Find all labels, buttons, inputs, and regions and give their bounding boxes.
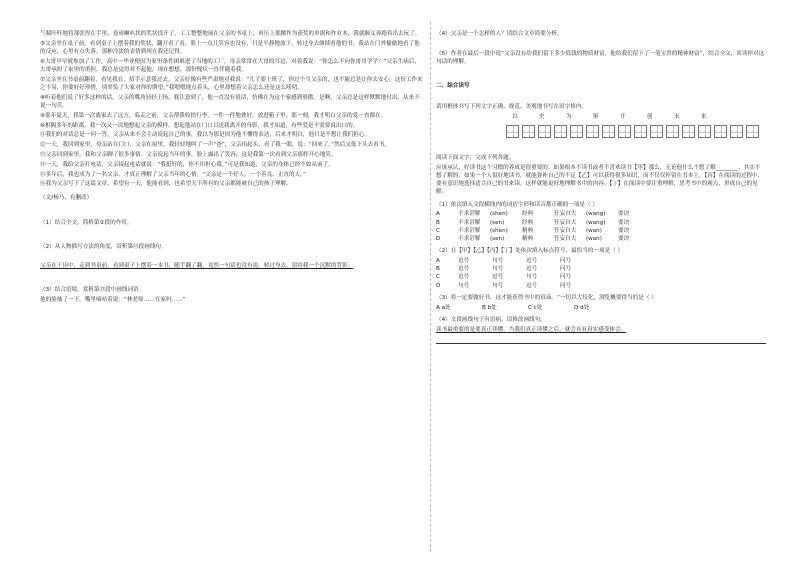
option-key: D [436,236,441,243]
quoted-sentence-3: 他的脸抽了一下，嘴里嘀咕着说：“林老师……在家吗……” [40,296,186,303]
option-word: (shen) [490,227,508,234]
option-row[interactable] [436,235,766,243]
copy-characters [512,113,766,121]
paragraph: ⑧听着他们说了好多这样的话，父亲的嘴角轻轻上扬，我注意到了，他一直没有说话，仿佛在为这个家感到骄傲。是啊，父亲总是这样默默地付出，从来不说一句苦。 [40,94,420,109]
left-column [40,30,424,306]
option-key: A [436,211,440,218]
copy-char: 未 [674,113,680,120]
option-word: 要诀 [618,236,630,243]
option-word: 问号 [560,282,572,289]
paragraph: ⑯我为父亲写下了这篇文章，希望有一天，他能看到，也希望天下所有的父亲都能被自己的孩子理解。 [40,181,292,188]
option-key: A [436,258,440,265]
grid-cell[interactable] [666,125,679,138]
option-row[interactable] [436,227,766,235]
answer-line[interactable] [436,337,766,344]
option-word: 逗号 [526,266,538,273]
copy-char: 鉴 [593,113,599,120]
option-word: 不求甚解 [458,227,481,234]
grid-cell[interactable] [586,125,599,138]
option-word: 逗号 [458,274,470,281]
option-word: 不求甚解 [458,211,481,218]
option-word: (sen) [490,219,505,226]
option-word: 问号 [560,266,572,273]
option-word: 狂妄自大 [554,219,577,226]
paragraph: ⑪我们的对话总是一问一答，父亲从来不会主动说起自己的事，我以为那是因为他不懂得表达，后来才明白，他只是不想让我们担心。 [40,132,371,139]
grid-cell[interactable] [634,125,647,138]
question-r4: （4）文段画线句子有语病，请修改画线句。 [436,316,546,323]
option-word: 句号 [492,282,504,289]
writing-instruction: 请用楷体书写下列文字正确、规范、美观地书写在田字格内。 [436,104,588,110]
option-key: B [436,219,440,226]
paragraph: ⑥大哥早早就参加了工作，高中一毕业便因为家里条件困难进了当地的工厂，母亲常常在大哥的耳边，对着我说：“你怎么不向你哥哥学学？”父亲生病后，大哥承担了家里的重担，我总是觉得对不起他，现在想想，那份愧疚一直伴随着我。 [40,58,421,73]
options-r1 [436,210,766,243]
copy-char: 开 [620,113,626,120]
option-word: 逗号 [526,282,538,289]
option-key: D [436,282,441,289]
option-word: 要诀 [618,211,630,218]
option-word: 逗号 [492,274,504,281]
option-word: 句号 [526,274,538,281]
question-3: （3）结合语境，赏析第⑬段中画线词语。 [40,287,145,294]
copy-char: 以 [512,113,518,120]
option-key: B [436,266,440,273]
option-item[interactable]: C c处 [528,304,543,311]
copy-char: 史 [539,113,545,120]
option-item[interactable]: A a处 [436,304,451,311]
source-note: （文/杨乃，有删改） [40,194,93,201]
option-word: (wang) [586,211,606,218]
option-word: 精典 [522,227,534,234]
section-heading: 二、综合读写 [436,82,470,89]
quoted-sentence-2: 父亲在干田中，走到书桌前，看到桌子上摆着一本书，随手翻了翻，竟然一句话也没有说，转过身去，留给我一个沉默的背影。 [40,263,354,270]
paragraph: ⑫一天，我回到家里，母亲站在门口，父亲在屋里，我轻轻地叫了一声“爸”，父亲抬起头，看了我一眼，说：“回来了。”然后又低下头去看书。 [40,142,391,149]
question-2: （2）从人物描写方法的角度，赏析第⑬段画线句。 [40,243,167,250]
grid-cell[interactable] [698,125,711,138]
option-word: 问号 [560,258,572,265]
grid-cell[interactable] [650,125,663,138]
option-word: 要诀 [618,219,630,226]
column-divider [430,22,431,552]
option-word: 经典 [522,211,534,218]
right-column [436,30,766,354]
grid-cell[interactable] [714,125,727,138]
reading-passage: 应该承认，好读书这个习惯的养成是很重要的。如果根本不读书或者不喜欢读书【甲】那么，无论他什么不想了解________、其实不想了解的，如果一个人很好地读书，就能弥补自己的不足【乙】可以获得很多知识，而不仅仅停留在书本上。【丙】在阅读的过程中，要有意识地选择适合自己的书来读，这样就能更好地理解书中的内容。【丁】在阅读中要注重理解，思考书中的观点，形成自己的见解。 [436,164,764,196]
paragraph: ⑦父亲坐在书桌前翻着，看见我在，招手示意我过去。父亲好像有些严肃地对我说：“儿子要上班了，你过个当父亲的，也不能总是让你太安心，这份工作来之不易，你要好好珍惜，别辜负了大家对你的期望。”我嗯嗯地点着头，心里却想着父亲怎么还是这么唠叨。 [40,76,423,91]
paragraph: ⑤父亲坐在桌子前，看到桌子上摆着我的奖状，翻开看了看，脸上一点儿笑容也没有，只是平静地放下，转过身去继续看他的书。我站在门外偷偷地看了他的反应，心里有点失落，那种冷淡的表情到现在我还记得。 [40,40,420,55]
option-word: 经典 [522,219,534,226]
question-r2: （2）在【甲】【乙】【丙】【丁】处依次填入标点符号，最恰当的一项是（ ） [436,248,624,255]
option-row[interactable] [436,219,766,227]
option-word: 要诀 [618,227,630,234]
option-row[interactable] [436,265,766,273]
grid-cell[interactable] [522,125,535,138]
options-r2 [436,257,766,290]
copy-char: 创 [647,113,653,120]
question-r3: （3）将一定要做好书，这才能获得书中的真谛。“一切以大仪化，浏览概要得当的是（ ） [436,294,657,301]
option-word: 精典 [522,236,534,243]
grid-cell[interactable] [618,125,631,138]
tianzige-grid[interactable] [506,125,766,138]
option-word: (sen) [490,236,505,243]
option-word: (wan) [586,227,602,234]
option-word: 不求甚解 [458,219,481,226]
option-word: 句号 [492,266,504,273]
option-word: 句号 [492,258,504,265]
option-word: 狂妄自大 [554,227,577,234]
question-r1: （1）依次填入文段横线内的词语字形和读音都正确的一项是（ ） [436,201,598,208]
paragraph: ⑮多年后，我也成为了一名父亲，才真正理解了父亲当年的心情。“父亲是一个好人，一个善良、正直的人。” [40,171,306,178]
copy-char: 为 [566,113,572,120]
grid-cell[interactable] [602,125,615,138]
paragraph: ⑬父亲回到家里，我和父亲聊了很多事情。父亲说起当年的事，脸上露出了笑容，这是我第一次看到父亲那样开心地笑。 [40,151,337,158]
option-word: 逗号 [458,266,470,273]
question-4: （4）父亲是一个怎样的人？请结合文章简要分析。 [436,31,563,37]
grid-cell[interactable] [682,125,695,138]
option-word: 句号 [458,282,470,289]
grid-cell[interactable] [746,125,759,138]
grid-cell[interactable] [730,125,743,138]
option-key: C [436,227,440,234]
option-item[interactable]: D d处 [574,304,590,311]
option-word: (shen) [490,211,508,218]
option-word: 逗号 [458,258,470,265]
options-r3 [436,304,766,312]
reading-instruction: 阅读下面文字，完成下列各题。 [436,155,515,161]
grid-cell[interactable] [538,125,551,138]
option-word: 狂妄自大 [554,211,577,218]
option-key: C [436,274,440,281]
option-word: 问号 [560,274,572,281]
option-word: 狂妄自大 [554,236,577,243]
option-word: 不求甚解 [458,236,481,243]
option-word: (wang) [586,219,606,226]
paragraph: ⑨那年夏天，我第一次离家去了远方，临走之前，父亲帮我收拾行李，一件一件地叠好，放进箱子里，那一刻，我才明白父亲的爱一直都在。 [40,112,387,119]
option-row[interactable] [436,282,766,290]
grid-cell[interactable] [570,125,583,138]
question-5: （5）作者在最后一段中说“父亲没有给我们留下多少值钱的物质财富，他给我们留下了一笔宝贵的精神财富”，结合全文，谈谈你对这句话的理解。 [436,50,765,65]
option-row[interactable] [436,273,766,281]
question-1: （1）结合全文，简析第②段的作用。 [40,219,133,226]
option-item[interactable]: B b处 [482,304,497,311]
option-word: 逗号 [526,258,538,265]
option-row[interactable] [436,210,766,218]
option-word: (wan) [586,236,602,243]
grid-cell[interactable] [506,125,519,138]
paragraph: 气喘吁吁地将那张捏在手里、卷成喇叭状的奖状找开了，工工整整地展在父亲的书桌上，再压上那摞作为获奖的单据和作业本，我就顺义奔跑着出去玩了。 [40,31,421,37]
paragraph: ⑭一天，我给父亲打电话，父亲接起电话就说：“我挺好的，你不用担心我。”可是我知道，父亲的身体已经不如从前了。 [40,161,334,168]
sentence-to-fix: 读书最重要的是要真正读懂，当我们真正读懂之后，就会具有真实感受体会。 [436,326,627,333]
grid-cell[interactable] [554,125,567,138]
copy-char: 来 [701,113,707,120]
option-row[interactable] [436,257,766,265]
paragraph: ⑩相隔多年的距离，我一次又一次地想起父亲的模样，想起他站在门口目送我离开的身影，我才知道，有些爱是不需要说出口的。 [40,122,359,129]
